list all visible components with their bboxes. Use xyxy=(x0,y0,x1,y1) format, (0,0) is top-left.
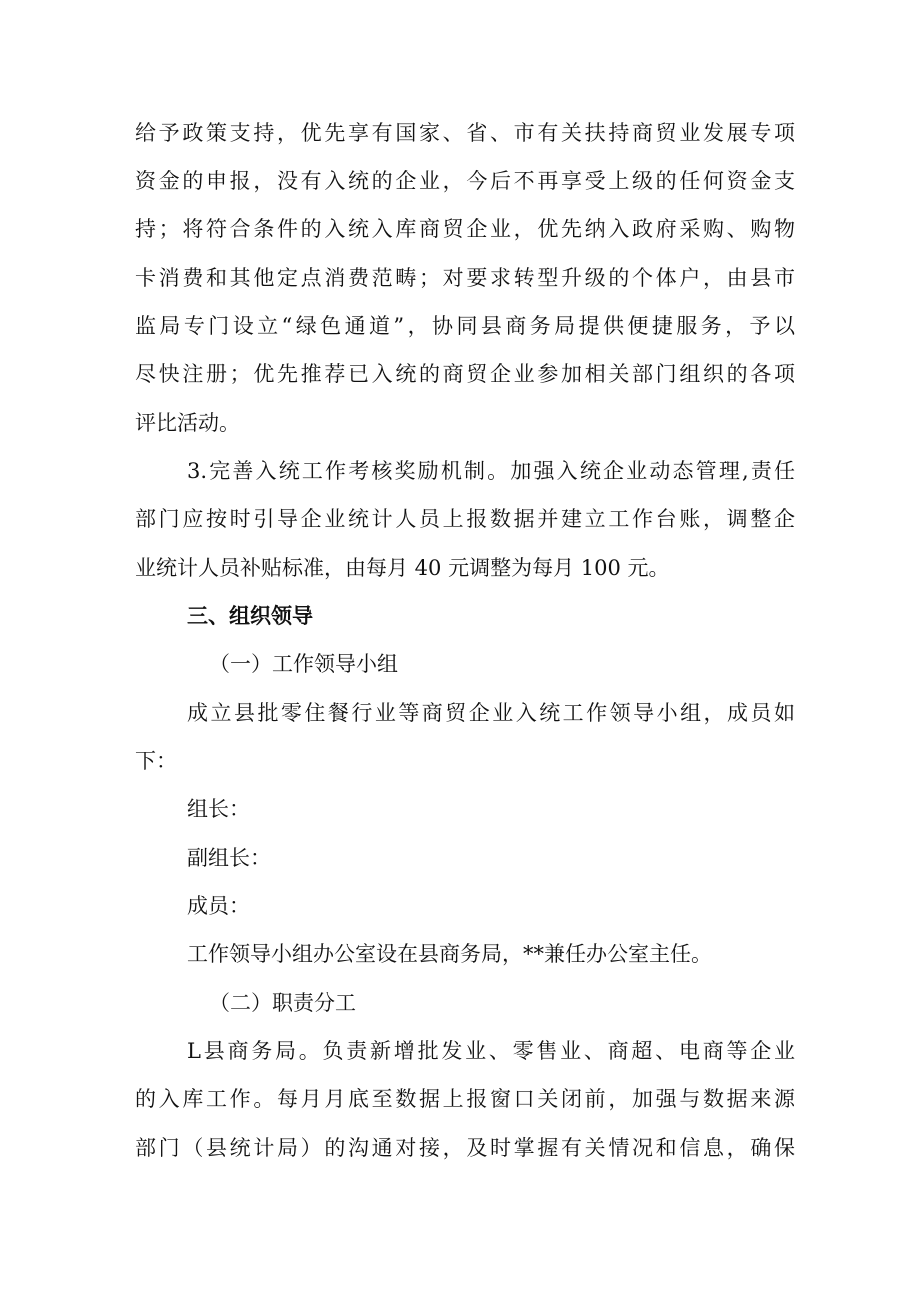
paragraph1-line-6: 尽快注册；优先推荐已入统的商贸企业参加相关部门组织的各项 xyxy=(135,362,795,386)
paragraph2-line-1: 3.完善入统工作考核奖励机制。加强入统企业动态管理,责任 xyxy=(187,459,795,483)
paragraph2-line-2: 部门应按时引导企业统计人员上报数据并建立工作台账，调整企 xyxy=(135,507,795,531)
deputy-leader-label: 副组长： xyxy=(187,846,271,870)
paragraph3-line-1: 成立县批零住餐行业等商贸企业入统工作领导小组，成员如 xyxy=(187,701,795,725)
paragraph4-line-1: L县商务局。负责新增批发业、零售业、商超、电商等企业 xyxy=(187,1039,795,1063)
subsection-heading-1: （一）工作领导小组 xyxy=(209,652,398,676)
paragraph1-line-4: 卡消费和其他定点消费范畴；对要求转型升级的个体户，由县市 xyxy=(135,266,795,290)
paragraph4-line-3: 部门（县统计局）的沟通对接，及时掌握有关情况和信息，确保 xyxy=(135,1136,795,1160)
paragraph1-line-7: 评比活动。 xyxy=(135,411,240,435)
section-heading: 三、组织领导 xyxy=(187,604,313,628)
paragraph3-line-2: 下： xyxy=(135,749,177,773)
office-note: 工作领导小组办公室设在县商务局，**兼任办公室主任。 xyxy=(187,942,712,966)
paragraph1-line-2: 资金的申报，没有入统的企业，今后不再享受上级的任何资金支 xyxy=(135,169,795,193)
members-label: 成员： xyxy=(187,894,250,918)
paragraph1-line-1: 给予政策支持，优先享有国家、省、市有关扶持商贸业发展专项 xyxy=(135,121,795,145)
paragraph1-line-5: 监局专门设立“绿色通道”，协同县商务局提供便捷服务，予以 xyxy=(135,314,795,338)
paragraph2-line-3: 业统计人员补贴标准，由每月 40 元调整为每月 100 元。 xyxy=(135,556,670,580)
paragraph1-line-3: 持；将符合条件的入统入库商贸企业，优先纳入政府采购、购物 xyxy=(135,217,795,241)
paragraph4-line-2: 的入库工作。每月月底至数据上报窗口关闭前，加强与数据来源 xyxy=(135,1087,795,1111)
subsection-heading-2: （二）职责分工 xyxy=(209,991,356,1015)
leader-label: 组长： xyxy=(187,797,250,821)
